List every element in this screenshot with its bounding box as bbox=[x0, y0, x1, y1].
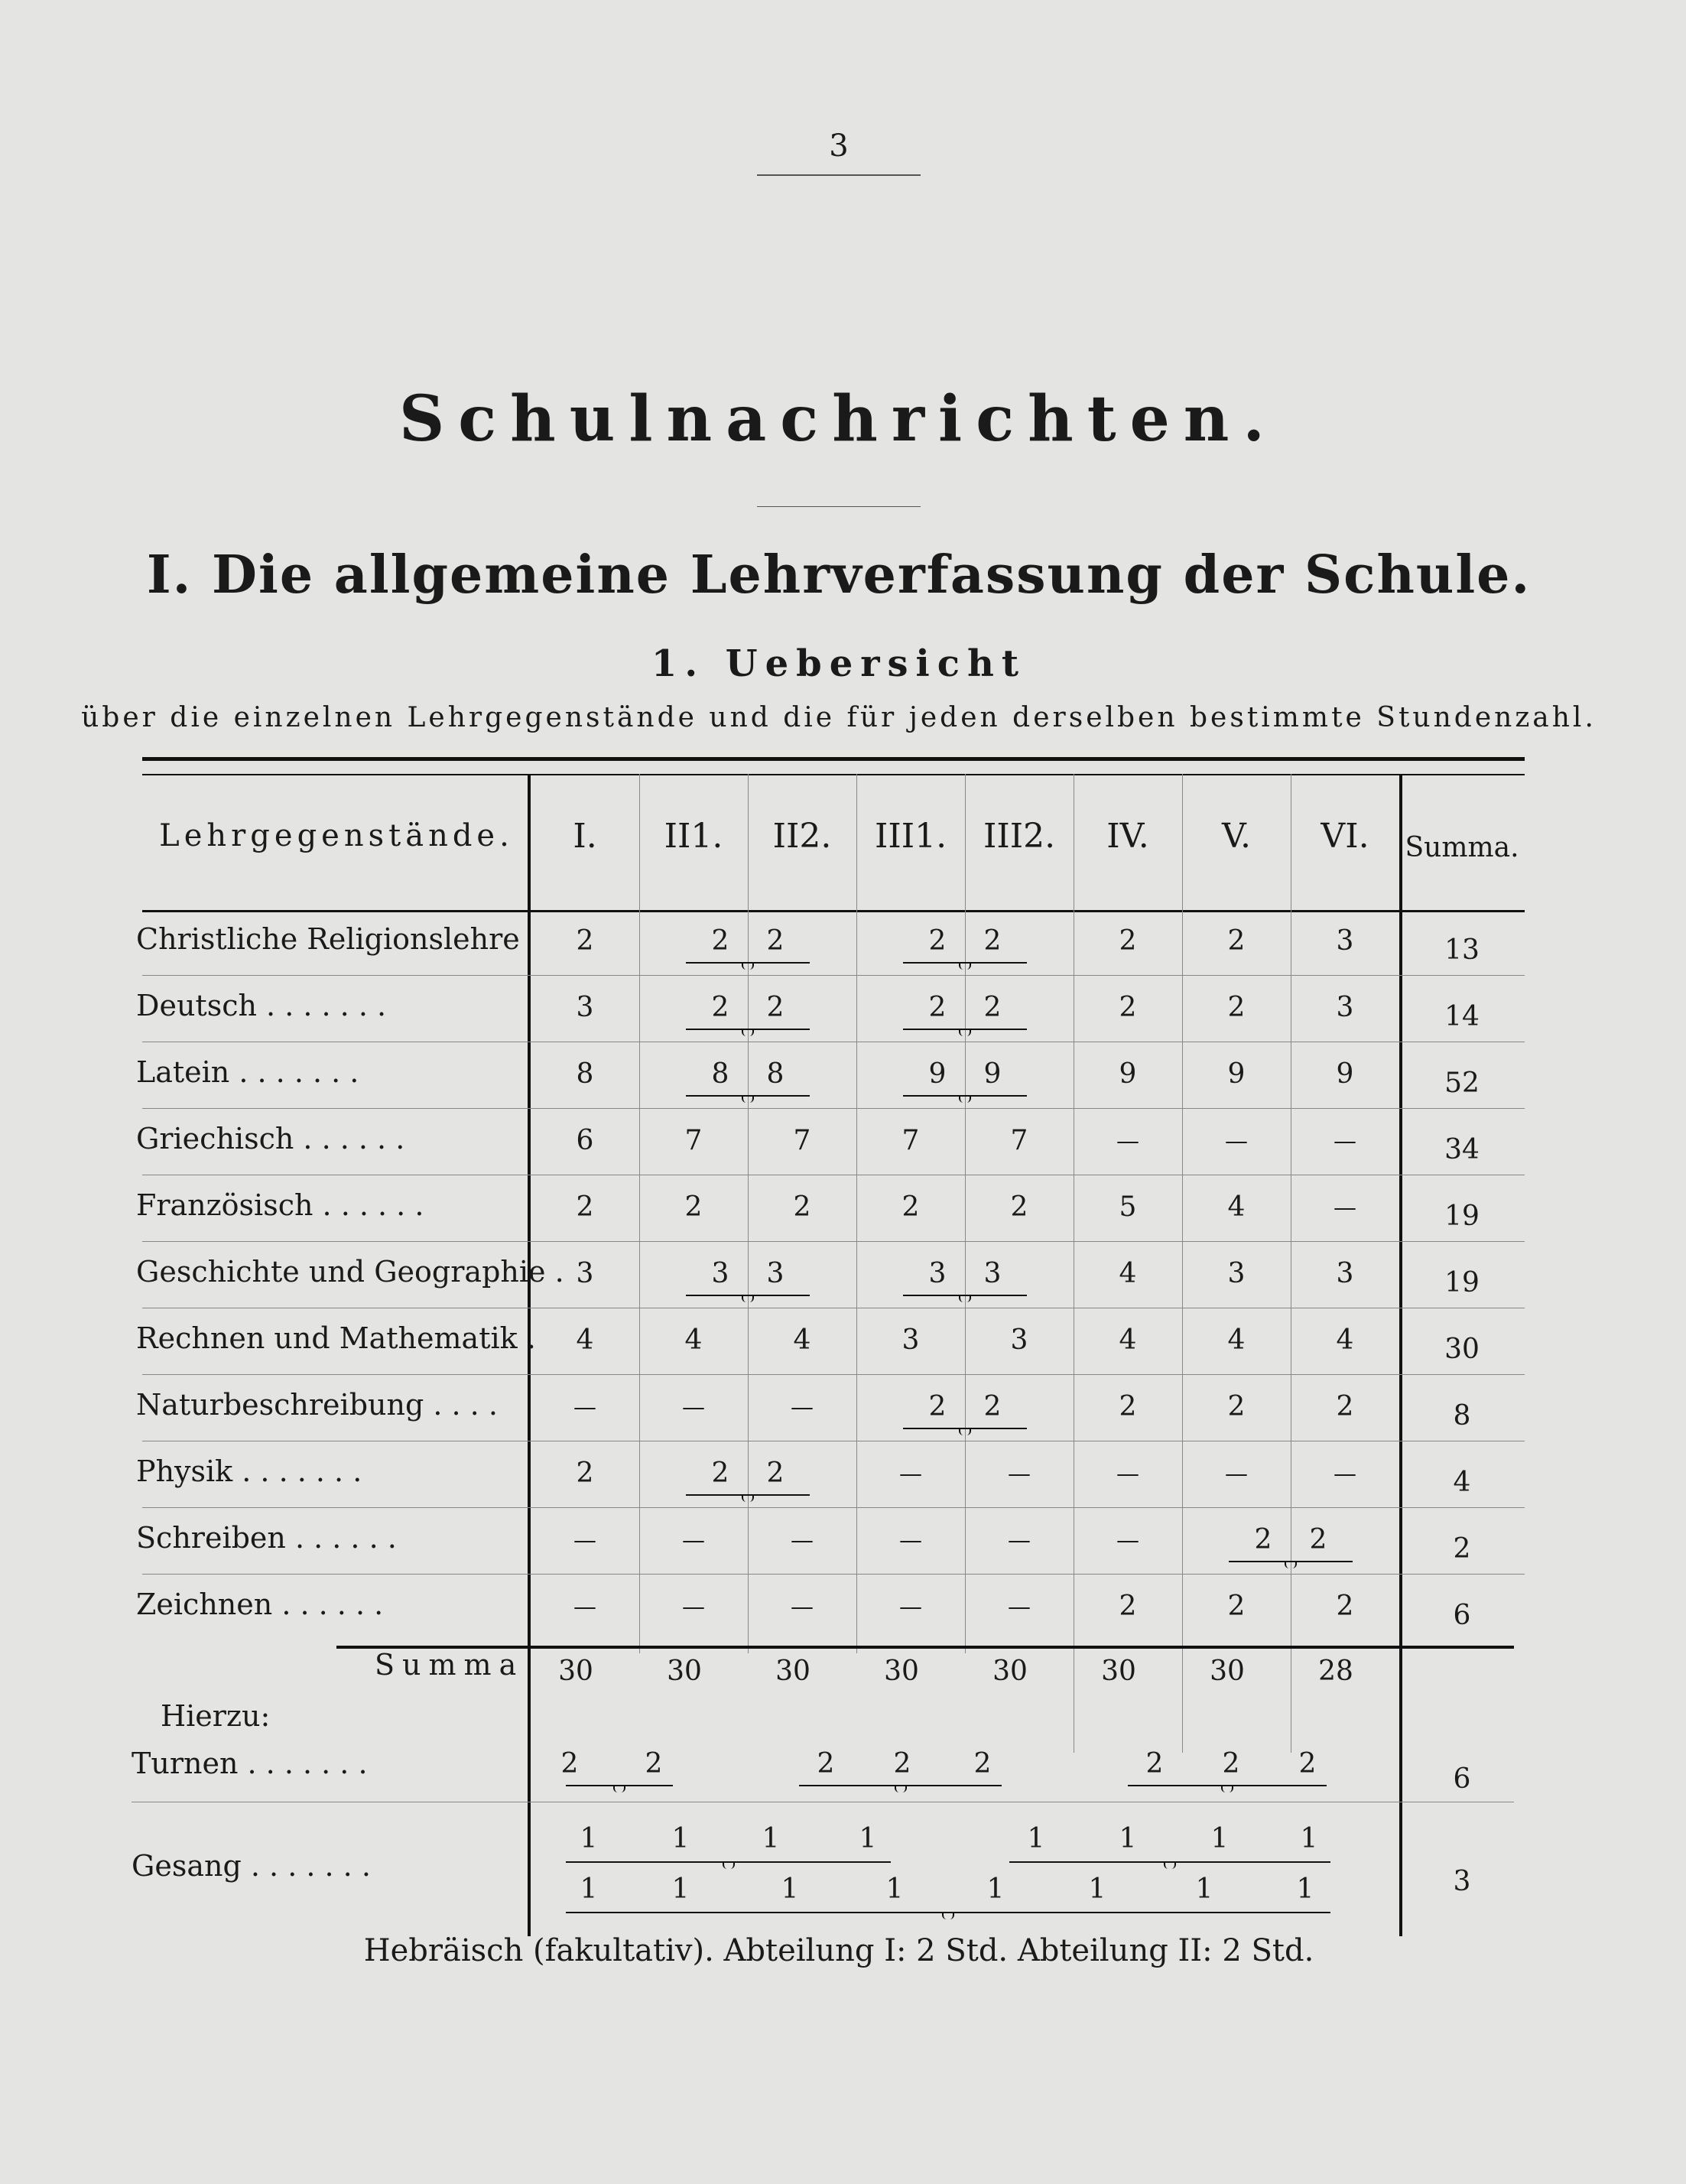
col-header-summa: Summa. bbox=[1405, 832, 1519, 863]
cell-value: — bbox=[1334, 1128, 1356, 1155]
row-total: 2 bbox=[1453, 1533, 1471, 1565]
cell-value: 7 bbox=[901, 1125, 920, 1156]
subject-header: Lehrgegenstände. bbox=[159, 818, 514, 853]
cell-value: — bbox=[573, 1594, 596, 1620]
col-header: III1. bbox=[874, 817, 947, 856]
summa-label: Summa bbox=[375, 1648, 525, 1682]
header-bottom-rule bbox=[142, 910, 1525, 912]
turnen-value: 2 bbox=[1298, 1748, 1317, 1779]
cell-value: 2 bbox=[711, 1458, 729, 1489]
col-header: I. bbox=[573, 817, 597, 856]
cell-value: 4 bbox=[1119, 1324, 1137, 1356]
cell-value: 8 bbox=[766, 1058, 785, 1090]
cell-value: 2 bbox=[928, 925, 947, 957]
brace bbox=[566, 1774, 673, 1786]
subsection-subtitle: über die einzelnen Lehrgegenstände und die für jeden derselben bestimmte Stundenzahl. bbox=[81, 702, 1597, 733]
cell-value: — bbox=[1008, 1461, 1031, 1487]
gesang-top-value: 1 bbox=[580, 1823, 598, 1854]
summa-value: 30 bbox=[884, 1656, 919, 1687]
row-rule bbox=[142, 1108, 1525, 1109]
col-header: III2. bbox=[983, 817, 1056, 856]
cell-value: 2 bbox=[684, 1191, 703, 1223]
cell-value: — bbox=[682, 1594, 705, 1620]
gesang-bottom-value: 1 bbox=[781, 1874, 799, 1905]
turnen-value: 2 bbox=[560, 1748, 579, 1779]
cell-value: 2 bbox=[1336, 1591, 1354, 1622]
gesang-bottom-value: 1 bbox=[1088, 1874, 1106, 1905]
cell-value: 3 bbox=[928, 1258, 947, 1289]
col-divider bbox=[965, 774, 966, 1653]
cell-value: — bbox=[682, 1527, 705, 1554]
summa-column-divider bbox=[1399, 774, 1402, 1936]
gesang-top-value: 1 bbox=[1300, 1823, 1318, 1854]
cell-value: 9 bbox=[928, 1058, 947, 1090]
gesang-label: Gesang . . . . . . . bbox=[132, 1849, 371, 1883]
cell-value: — bbox=[682, 1394, 705, 1421]
cell-value: 3 bbox=[1010, 1324, 1028, 1356]
cell-value: 9 bbox=[1336, 1058, 1354, 1090]
subject-label: Deutsch . . . . . . . bbox=[136, 989, 387, 1022]
row-total: 34 bbox=[1444, 1134, 1480, 1165]
subsection-title: 1. Uebersicht bbox=[651, 642, 1027, 685]
cell-value: — bbox=[791, 1394, 814, 1421]
cell-value: 2 bbox=[1336, 1391, 1354, 1422]
cell-value: 6 bbox=[576, 1125, 594, 1156]
cell-value: 2 bbox=[983, 1391, 1002, 1422]
gesang-top-value: 1 bbox=[859, 1823, 877, 1854]
summa-value: 30 bbox=[775, 1656, 811, 1687]
gesang-top-value: 1 bbox=[1210, 1823, 1229, 1854]
cell-value: — bbox=[1334, 1194, 1356, 1221]
brace bbox=[1009, 1851, 1330, 1863]
cell-value: 2 bbox=[1119, 1391, 1137, 1422]
turnen-value: 2 bbox=[973, 1748, 992, 1779]
brace bbox=[903, 1284, 1027, 1296]
brace bbox=[686, 1018, 810, 1030]
gesang-total: 3 bbox=[1453, 1866, 1471, 1897]
cell-value: — bbox=[1116, 1527, 1139, 1554]
brace bbox=[686, 951, 810, 964]
turnen-label: Turnen . . . . . . . bbox=[132, 1747, 368, 1780]
subject-column-divider bbox=[528, 774, 531, 1936]
cell-value: 3 bbox=[1227, 1258, 1246, 1289]
cell-value: — bbox=[1225, 1128, 1248, 1155]
cell-value: 2 bbox=[576, 925, 594, 957]
cell-value: — bbox=[1334, 1461, 1356, 1487]
row-total: 19 bbox=[1444, 1267, 1480, 1298]
cell-value: 3 bbox=[1336, 992, 1354, 1023]
brace bbox=[1128, 1774, 1327, 1786]
brace bbox=[566, 1851, 891, 1863]
row-rule bbox=[142, 1574, 1525, 1575]
col-header: II2. bbox=[772, 817, 832, 856]
cell-value: 2 bbox=[983, 925, 1002, 957]
cell-value: — bbox=[899, 1461, 922, 1487]
cell-value: 2 bbox=[1227, 1391, 1246, 1422]
cell-value: — bbox=[899, 1594, 922, 1620]
cell-value: 3 bbox=[1336, 1258, 1354, 1289]
table-top-rule bbox=[142, 757, 1525, 761]
cell-value: 2 bbox=[1227, 992, 1246, 1023]
cell-value: — bbox=[1225, 1461, 1248, 1487]
turnen-total: 6 bbox=[1453, 1763, 1471, 1795]
brace bbox=[903, 1018, 1027, 1030]
cell-value: 2 bbox=[901, 1191, 920, 1223]
turnen-value: 2 bbox=[1222, 1748, 1240, 1779]
brace bbox=[566, 1901, 1330, 1913]
cell-value: 9 bbox=[1227, 1058, 1246, 1090]
row-total: 6 bbox=[1453, 1600, 1471, 1631]
table-top-rule-thin bbox=[142, 774, 1525, 775]
cell-value: 2 bbox=[766, 992, 785, 1023]
cell-value: 2 bbox=[1227, 1591, 1246, 1622]
col-divider bbox=[639, 774, 640, 1653]
subject-label: Griechisch . . . . . . bbox=[136, 1122, 405, 1155]
gesang-top-value: 1 bbox=[1119, 1823, 1137, 1854]
summa-value: 30 bbox=[992, 1656, 1028, 1687]
cell-value: 3 bbox=[576, 1258, 594, 1289]
page-title: Schulnachrichten. bbox=[399, 382, 1278, 456]
cell-value: 2 bbox=[766, 925, 785, 957]
cell-value: 2 bbox=[711, 925, 729, 957]
cell-value: 2 bbox=[928, 992, 947, 1023]
col-header: IV. bbox=[1106, 817, 1149, 856]
subject-label: Physik . . . . . . . bbox=[136, 1454, 362, 1488]
cell-value: — bbox=[899, 1527, 922, 1554]
summa-value: 30 bbox=[667, 1656, 702, 1687]
cell-value: 2 bbox=[711, 992, 729, 1023]
footer-note: Hebräisch (fakultativ). Abteilung I: 2 Std. Abteilung II: 2 Std. bbox=[363, 1933, 1314, 1968]
cell-value: 2 bbox=[1254, 1524, 1272, 1555]
cell-value: 2 bbox=[1010, 1191, 1028, 1223]
cell-value: 9 bbox=[983, 1058, 1002, 1090]
cell-value: 2 bbox=[1309, 1524, 1327, 1555]
col-header: VI. bbox=[1321, 817, 1369, 856]
summa-value: 30 bbox=[1210, 1656, 1245, 1687]
summa-value: 30 bbox=[558, 1656, 593, 1687]
title-rule bbox=[757, 506, 921, 507]
cell-value: 4 bbox=[793, 1324, 811, 1356]
row-total: 8 bbox=[1453, 1400, 1471, 1432]
col-divider bbox=[748, 774, 749, 1653]
cell-value: 2 bbox=[1119, 925, 1137, 957]
gesang-bottom-value: 1 bbox=[671, 1874, 690, 1905]
page-number: 3 bbox=[829, 128, 849, 164]
row-total: 30 bbox=[1444, 1334, 1480, 1365]
cell-value: 4 bbox=[1336, 1324, 1354, 1356]
turnen-value: 2 bbox=[645, 1748, 663, 1779]
cell-value: 7 bbox=[684, 1125, 703, 1156]
col-divider bbox=[856, 774, 857, 1653]
gesang-top-value: 1 bbox=[1027, 1823, 1045, 1854]
subject-label: Rechnen und Mathematik . bbox=[136, 1321, 536, 1355]
brace bbox=[903, 1084, 1027, 1097]
col-header: II1. bbox=[664, 817, 723, 856]
cell-value: 2 bbox=[1119, 992, 1137, 1023]
row-rule bbox=[142, 975, 1525, 976]
cell-value: 4 bbox=[1119, 1258, 1137, 1289]
cell-value: 5 bbox=[1119, 1191, 1137, 1223]
summa-value: 28 bbox=[1318, 1656, 1353, 1687]
row-total: 14 bbox=[1444, 1001, 1480, 1032]
brace bbox=[799, 1774, 1002, 1786]
subject-label: Christliche Religionslehre bbox=[136, 922, 520, 956]
subject-label: Französisch . . . . . . bbox=[136, 1188, 424, 1222]
gesang-bottom-value: 1 bbox=[580, 1874, 598, 1905]
cell-value: — bbox=[573, 1394, 596, 1421]
cell-value: — bbox=[1116, 1461, 1139, 1487]
cell-value: 8 bbox=[576, 1058, 594, 1090]
cell-value: 3 bbox=[711, 1258, 729, 1289]
cell-value: 2 bbox=[928, 1391, 947, 1422]
cell-value: 2 bbox=[983, 992, 1002, 1023]
col-header: V. bbox=[1221, 817, 1252, 856]
row-total: 52 bbox=[1444, 1068, 1480, 1099]
section-title: I. Die allgemeine Lehrverfassung der Schule. bbox=[146, 544, 1532, 606]
cell-value: 4 bbox=[684, 1324, 703, 1356]
brace bbox=[686, 1284, 810, 1296]
cell-value: 8 bbox=[711, 1058, 729, 1090]
cell-value: — bbox=[1008, 1594, 1031, 1620]
subject-label: Schreiben . . . . . . bbox=[136, 1521, 397, 1555]
subject-label: Naturbeschreibung . . . . bbox=[136, 1388, 498, 1422]
subject-label: Latein . . . . . . . bbox=[136, 1055, 359, 1089]
cell-value: — bbox=[791, 1594, 814, 1620]
cell-value: 2 bbox=[793, 1191, 811, 1223]
row-rule bbox=[142, 1507, 1525, 1508]
cell-value: 4 bbox=[576, 1324, 594, 1356]
brace bbox=[686, 1484, 810, 1496]
cell-value: 2 bbox=[1227, 925, 1246, 957]
brace bbox=[1229, 1550, 1353, 1562]
cell-value: 2 bbox=[1119, 1591, 1137, 1622]
row-rule bbox=[142, 1374, 1525, 1375]
brace bbox=[686, 1084, 810, 1097]
cell-value: 4 bbox=[1227, 1324, 1246, 1356]
row-total: 4 bbox=[1453, 1467, 1471, 1498]
turnen-value: 2 bbox=[817, 1748, 835, 1779]
brace bbox=[903, 951, 1027, 964]
gesang-bottom-value: 1 bbox=[986, 1874, 1005, 1905]
cell-value: 2 bbox=[576, 1191, 594, 1223]
cell-value: 2 bbox=[576, 1458, 594, 1489]
cell-value: — bbox=[791, 1527, 814, 1554]
cell-value: — bbox=[1008, 1527, 1031, 1554]
cell-value: 7 bbox=[793, 1125, 811, 1156]
hierzu-label: Hierzu: bbox=[161, 1699, 271, 1733]
turnen-value: 2 bbox=[1145, 1748, 1164, 1779]
page-number-rule bbox=[757, 174, 921, 176]
gesang-top-value: 1 bbox=[762, 1823, 780, 1854]
cell-value: — bbox=[573, 1527, 596, 1554]
cell-value: 7 bbox=[1010, 1125, 1028, 1156]
cell-value: — bbox=[1116, 1128, 1139, 1155]
cell-value: 3 bbox=[766, 1258, 785, 1289]
cell-value: 3 bbox=[1336, 925, 1354, 957]
row-total: 13 bbox=[1444, 934, 1480, 966]
cell-value: 9 bbox=[1119, 1058, 1137, 1090]
cell-value: 3 bbox=[576, 992, 594, 1023]
gesang-bottom-value: 1 bbox=[1195, 1874, 1213, 1905]
col-divider bbox=[1182, 774, 1183, 1753]
row-rule bbox=[142, 1241, 1525, 1242]
gesang-bottom-value: 1 bbox=[885, 1874, 904, 1905]
cell-value: 3 bbox=[901, 1324, 920, 1356]
gesang-top-value: 1 bbox=[671, 1823, 690, 1854]
summa-value: 30 bbox=[1101, 1656, 1136, 1687]
gesang-bottom-value: 1 bbox=[1296, 1874, 1314, 1905]
cell-value: 3 bbox=[983, 1258, 1002, 1289]
subject-label: Zeichnen . . . . . . bbox=[136, 1588, 384, 1621]
brace bbox=[903, 1417, 1027, 1429]
cell-value: 2 bbox=[766, 1458, 785, 1489]
cell-value: 4 bbox=[1227, 1191, 1246, 1223]
turnen-value: 2 bbox=[893, 1748, 911, 1779]
subject-label: Geschichte und Geographie . bbox=[136, 1255, 564, 1289]
row-total: 19 bbox=[1444, 1201, 1480, 1232]
